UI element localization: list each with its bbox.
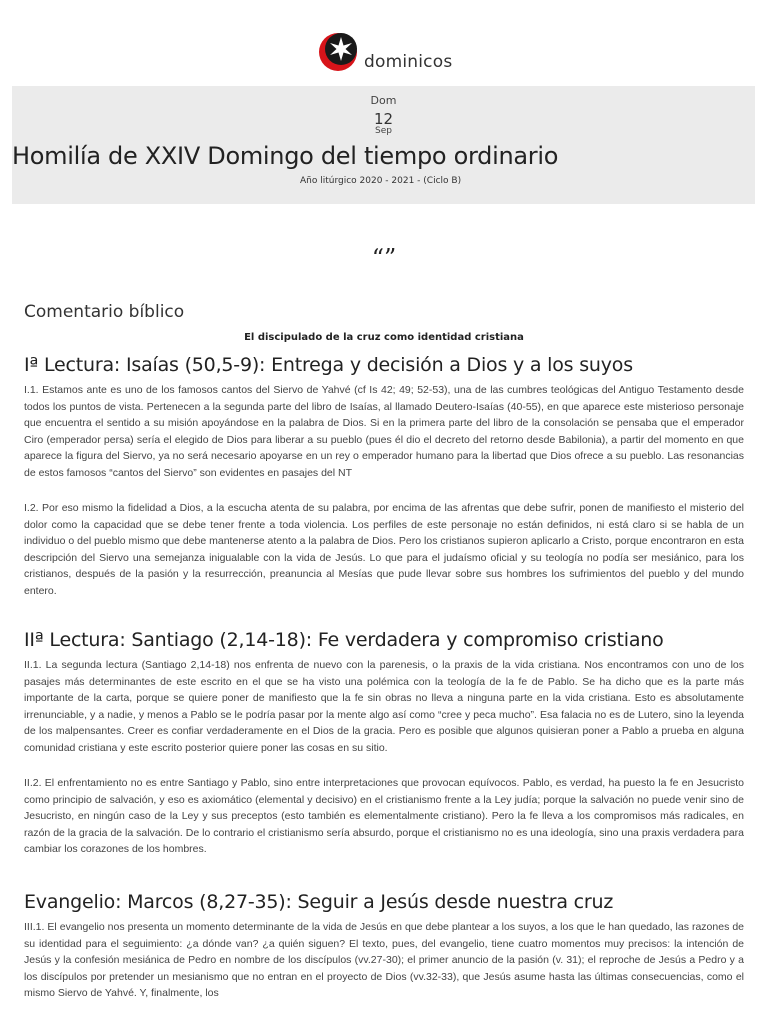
brand-name: dominicos [364, 52, 453, 72]
date-day: 12 [373, 110, 394, 128]
reading-1-paragraph-2: I.2. Por eso mismo la fidelidad a Dios, a la escucha atenta de su palabra, por encima de las afrentas que debe sufrir, ponen de manifiesto el misterio del dolor como la capacidad que se debe tener frente a toda violencia. Los perfiles de este personaje no están definidos, ni está claro si se habla de un individuo o del pueblo mismo que debe mantenerse atento a la palabra de Dios. Pero los cristianos supieron aplicarlo a Cristo, porque encontraron en esta descripción del Siervo una semejanza inigualable con la vida de Jesús. Lo que para el judaísmo oficial y su teología no podía ser mesiánico, para los cristianos, después de la pasión y la resurrección, preanuncia al Mesías que pude llevar sobre sus hombres los sufrimientos del pueblo y del mundo entero. [24, 502, 744, 597]
dominicos-logo[interactable] [316, 30, 466, 78]
reading-2-heading: IIª Lectura: Santiago (2,14-18): Fe verdadera y compromiso cristiano [24, 629, 664, 651]
page-title: Homilía de XXIV Domingo del tiempo ordinario [12, 142, 559, 170]
homily-header [12, 86, 755, 204]
dominicos-logo-icon [316, 30, 360, 74]
reading-1-heading: Iª Lectura: Isaías (50,5-9): Entrega y decisión a Dios y a los suyos [24, 354, 633, 376]
quote: “” [371, 244, 397, 272]
reading-1-paragraph-1: I.1. Estamos ante es uno de los famosos cantos del Siervo de Yahvé (cf Is 42; 49; 52-53), una de las cumbres teológicas del Antiguo Testamento desde todos los puntos de vista. Pertenecen a la segunda parte del libro de Isaías, al llamado Deutero-Isaías (40-55), en que aparece este misterioso personaje que encuentra el sentido a su misión apoyándose en la palabra de Dios. Si en la primera parte del libro de la consolación se pensaba que el emperador Ciro (emperador persa) sería el elegido de Dios para liberar a su pueblo (pues él dio el decreto del retorno desde Babilonia), a partir del momento en que aparece la figura del Siervo, ya no será necesario apoyarse en un rey o emperador humano para la libertad que Dios ofrece a su pueblo. Las resonancias de estos famosos “cantos del Siervo” son evidentes en pasajes del NT [24, 384, 744, 479]
gospel-paragraph-1: III.1. El evangelio nos presenta un momento determinante de la vida de Jesús en que debe plantear a los suyos, a los que le han quedado, las razones de su identidad para el seguimiento: ¿a dónde van? ¿a quién siguen? El texto, pues, del evangelio, tiene cuatro momentos muy precisos: la intención de Jesús y la confesión mesiánica de Pedro en nombre de los discípulos (vv.27-30); el primer anuncio de la pasión (v. 31); el reproche de Jesús a Pedro y a los discípulos por pretender un mesianismo que no entran en el proyecto de Dios (vv.32-33), que Jesús asume hasta las últimas consecuencias, como el mismo Siervo de Yahvé. Y, finalmente, los [24, 921, 744, 1000]
reading-2-paragraph-1: II.1. La segunda lectura (Santiago 2,14-18) nos enfrenta de nuevo con la parenesis, o la praxis de la vida cristiana. Nos encontramos con uno de los pasajes más determinantes de este escrito en el que se ha visto una polémica con la teología de la fe de Pablo. Se ha dicho que es la parte más importante de la carta, porque se quiere poner de manifiesto que la fe sin obras no lleva a ninguna parte en la vida cristiana. Esto es absolutamente irrenunciable, y a nadie, y menos a Pablo se le podría pasar por la mente algo así como “cree y peca mucho”. Esa falacia no es de Lutero, sino la leyenda de los malpensantes. Creer es confiar verdaderamente en el Dios de la gracia. Pero es posible que algunos quisieran poner a Pablo a prueba en alguna comunidad cristiana y este escrito posterior quiere poner las cosas en su sitio. [24, 659, 744, 754]
liturgical-year: Año litúrgico 2020 - 2021 - (Ciclo B) [300, 176, 462, 186]
date-month: Sep [375, 126, 392, 136]
gospel-heading: Evangelio: Marcos (8,27-35): Seguir a Jesús desde nuestra cruz [24, 891, 614, 913]
date-day-of-week: Dom [370, 94, 397, 107]
section-subtitle: El discipulado de la cruz como identidad cristiana [244, 332, 524, 343]
reading-2-paragraph-2: II.2. El enfrentamiento no es entre Santiago y Pablo, sino entre interpretaciones que provocan equívocos. Pablo, es verdad, ha puesto la fe en Jesucristo como principio de salvación, y eso es axiomático (elemental y decisivo) en el cristianismo frente a la Ley judía; porque la salvación no puede venir sino de Jesucristo, en ningún caso de la Ley y sus preceptos (esto también es elementalmente cristiano). Pero la fe lleva a los compromisos más radicales, en razón de la gracia de la salvación. De lo contrario el cristianismo sería absurdo, porque el cristianismo no es una ideología, sino una praxis verdadera para cambiar los corazones de los hombres. [24, 777, 744, 856]
section-title: Comentario bíblico [24, 302, 185, 322]
